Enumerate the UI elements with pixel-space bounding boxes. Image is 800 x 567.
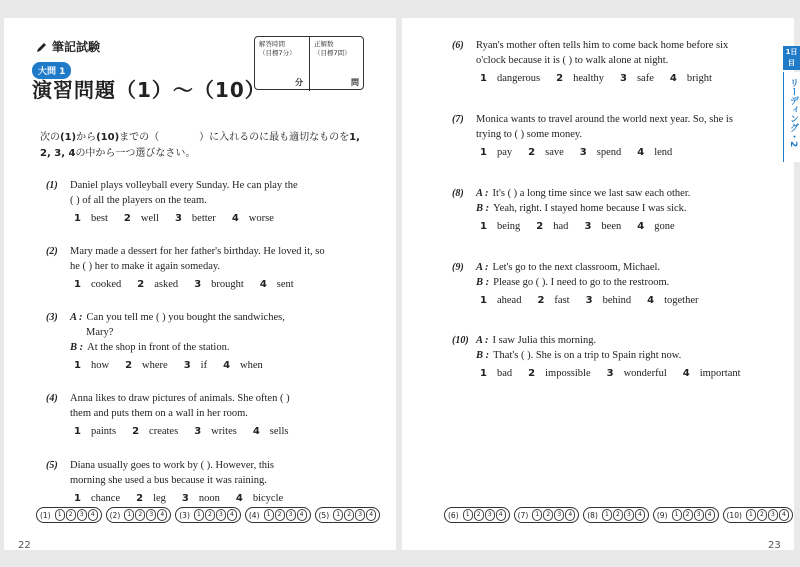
page-number-left: 22	[18, 540, 31, 551]
choice[interactable]: 1 paints	[74, 426, 117, 437]
choice[interactable]: 2 where	[125, 360, 168, 371]
choice[interactable]: 1 best	[74, 213, 108, 224]
choice[interactable]: 3 behind	[585, 295, 632, 306]
choice[interactable]: 3 writes	[194, 426, 237, 437]
choice[interactable]: 2 impossible	[528, 368, 591, 379]
section-side-label: リーディング・2	[783, 72, 800, 162]
choice[interactable]: 3 if	[183, 360, 208, 371]
choice[interactable]: 2 fast	[537, 295, 570, 306]
answer-row[interactable]: (2) 1 2 3 4	[106, 507, 172, 523]
answer-sheet-left	[36, 507, 380, 523]
choice[interactable]: 1 bad	[480, 368, 513, 379]
choice[interactable]: 4 together	[647, 295, 699, 306]
answer-row[interactable]: (4) 1 2 3 4	[245, 507, 311, 523]
question-10: (10) A : I saw Julia this morning. B : That's ( ). She is on a trip to Spain right now. 1 bad 2 impossible 3 wonderful 4 important	[452, 335, 741, 379]
choice[interactable]: 3 safe	[620, 73, 654, 84]
left-page	[4, 18, 396, 550]
choice[interactable]: 2 well	[123, 213, 159, 224]
choice[interactable]: 1 dangerous	[480, 73, 541, 84]
page-number-right: 23	[768, 540, 781, 551]
section-header	[36, 38, 100, 55]
question-9: (9) A : Let's go to the next classroom, Michael. B : Please go ( ). I need to go to the restroom. 1 ahead 2 fast 3 behind 4 together	[452, 262, 699, 306]
choice[interactable]: 4 sells	[252, 426, 289, 437]
answer-row[interactable]: (9) 1 2 3 4	[653, 507, 719, 523]
right-page	[402, 18, 794, 550]
choice[interactable]: 4 worse	[231, 213, 274, 224]
choice[interactable]: 2 healthy	[556, 73, 604, 84]
choice[interactable]: 3 brought	[194, 279, 244, 290]
choice[interactable]: 3 better	[174, 213, 216, 224]
question-1: (1) Daniel plays volleyball every Sunday. He can play the ( ) of all the players on the team. 1 best 2 well 3 better 4 worse	[46, 180, 298, 224]
choice[interactable]: 4 bicycle	[235, 493, 284, 504]
question-4: (4) Anna likes to draw pictures of animals. She often ( ) them and puts them on a wall in her room. 1 paints 2 creates 3 writes 4 sells	[46, 393, 290, 437]
answer-sheet-right	[444, 507, 793, 523]
time-label: 解答時間 （目標7分）	[259, 40, 296, 57]
choice[interactable]: 2 asked	[137, 279, 179, 290]
question-5: (5) Diana usually goes to work by ( ). However, this morning she used a bus because it was raining. 1 chance 2 leg 3 noon 4 bicycle	[46, 460, 284, 504]
choice[interactable]: 4 sent	[259, 279, 294, 290]
question-8: (8) A : It's ( ) a long time since we last saw each other. B : Yeah, right. I stayed home because I was sick. 1 being 2 had 3 been 4 gone	[452, 188, 691, 232]
pencil-icon	[36, 41, 48, 53]
choice[interactable]: 3 wonderful	[606, 368, 667, 379]
answer-row[interactable]: (6) 1 2 3 4	[444, 507, 510, 523]
time-score-box	[254, 36, 364, 90]
choice[interactable]: 1 ahead	[480, 295, 522, 306]
choice[interactable]: 1 being	[480, 221, 521, 232]
answer-row[interactable]: (1) 1 2 3 4	[36, 507, 102, 523]
answer-row[interactable]: (3) 1 2 3 4	[175, 507, 241, 523]
section-label: 筆記試験	[52, 40, 101, 54]
choice[interactable]: 2 leg	[136, 493, 166, 504]
question-6: (6) Ryan's mother often tells him to come back home before six o'clock because it is ( ) to walk alone at night. 1 dangerous 2 healthy 3 safe 4 bright	[452, 40, 729, 84]
answer-row[interactable]: (5) 1 2 3 4	[315, 507, 381, 523]
choice[interactable]: 3 noon	[181, 493, 220, 504]
question-3: (3) A : Can you tell me ( ) you bought the sandwiches, Mary? B : At the shop in front of the station. 1 how 2 where 3 if 4 when	[46, 312, 285, 371]
correct-unit: 問	[351, 78, 359, 87]
choice[interactable]: 3 spend	[579, 147, 622, 158]
choice[interactable]: 1 how	[74, 360, 110, 371]
choice[interactable]: 4 lend	[637, 147, 673, 158]
page-title: 演習問題（1）〜（10）	[32, 78, 266, 102]
choice[interactable]: 4 bright	[669, 73, 712, 84]
correct-label: 正解数 （目標7問）	[314, 40, 351, 57]
choice[interactable]: 1 pay	[480, 147, 513, 158]
instructions: 次の(1)から(10)までの（ ）に入れるのに最も適切なものを1, 2, 3, 4の中から一つ選びなさい。	[40, 132, 360, 159]
choice[interactable]: 4 gone	[637, 221, 675, 232]
choice[interactable]: 3 been	[584, 221, 622, 232]
day-tab[interactable]: 1日目	[783, 46, 800, 70]
choice[interactable]: 4 when	[223, 360, 263, 371]
time-unit: 分	[295, 78, 303, 87]
choice[interactable]: 2 had	[536, 221, 569, 232]
answer-row[interactable]: (7) 1 2 3 4	[514, 507, 580, 523]
choice[interactable]: 2 creates	[132, 426, 179, 437]
daimon-badge: 大問 1	[32, 62, 71, 79]
choice[interactable]: 2 save	[528, 147, 564, 158]
question-2: (2) Mary made a dessert for her father's birthday. He loved it, so he ( ) her to make it again someday. 1 cooked 2 asked 3 brought 4 sent	[46, 246, 325, 290]
answer-row[interactable]: (8) 1 2 3 4	[583, 507, 649, 523]
choice[interactable]: 1 cooked	[74, 279, 122, 290]
question-7: (7) Monica wants to travel around the world next year. So, she is trying to ( ) some money. 1 pay 2 save 3 spend 4 lend	[452, 114, 733, 158]
choice[interactable]: 1 chance	[74, 493, 121, 504]
answer-row[interactable]: (10) 1 2 3 4	[723, 507, 793, 523]
choice[interactable]: 4 important	[682, 368, 741, 379]
